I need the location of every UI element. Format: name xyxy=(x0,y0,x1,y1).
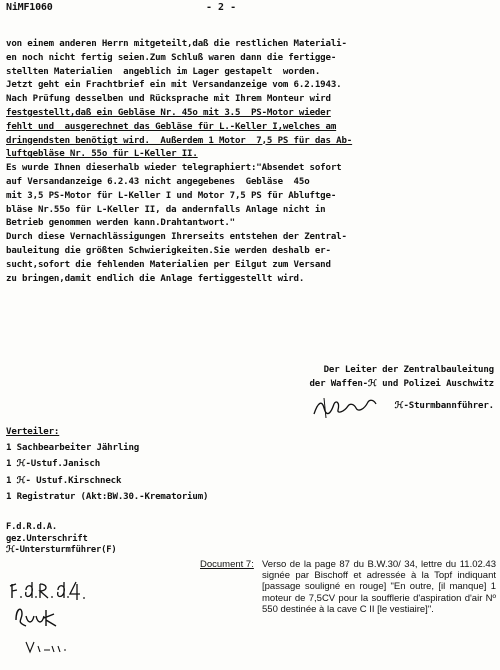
document-header xyxy=(6,2,486,18)
signatory-rank: ℋ-Sturmbannführer. xyxy=(394,400,494,411)
certification-block xyxy=(6,522,206,557)
letter-body xyxy=(6,38,494,286)
signatory-title-line: der Waffen-ℋ und Polizei Auschwitz xyxy=(309,378,494,389)
letter-line: en noch nicht fertig seien.Zum Schluß waren dann die fertigge- xyxy=(6,52,337,63)
letter-line-underlined: festgestellt,daß ein Gebläse Nr. 45o mit 3.5 PS-Motor wieder xyxy=(6,107,331,118)
distribution-item: 1 Registratur (Akt:BW.30.-Krematorium) xyxy=(6,491,209,502)
distribution-item: 1 Sachbearbeiter Jährling xyxy=(6,443,140,454)
letter-line-underlined: luftgebläse Nr. 55o für L-Keller II. xyxy=(6,149,198,160)
letter-line: Betrieb genommen werden kann.Drahtantwort." xyxy=(6,218,235,229)
letter-line: auf Versandanzeige 6.2.43 nicht angegebenes Gebläse 45o xyxy=(6,176,310,187)
letter-line: sucht,sofort die fehlenden Materialien per Eilgut zum Versand xyxy=(6,259,331,270)
letter-line: von einem anderen Herrn mitgeteilt,daß die restlichen Materiali- xyxy=(6,39,347,49)
letter-line: bauleitung die größten Schwierigkeiten.Sie werden deshalb er- xyxy=(6,245,331,256)
letter-line: zu bringen,damit endlich die Anlage fertiggestellt wird. xyxy=(6,273,305,284)
letter-line-underlined: dringendsten benötigt wird. Außerdem 1 Motor 7,5 PS für das Ab- xyxy=(6,135,353,146)
letter-line: Durch diese Vernachlässigungen Ihrerseits entstehen der Zentral- xyxy=(6,232,347,243)
certification-line: ℋ-Untersturmführer(F) xyxy=(6,545,117,555)
letter-line: stellten Materialien angeblich im Lager gestapelt worden. xyxy=(6,66,321,77)
distribution-heading: Verteiler: xyxy=(6,427,60,437)
letter-line: bläse Nr.55o für L-Keller II, da andernfalls Anlage nicht in xyxy=(6,204,326,215)
letter-line: Es wurde Ihnen dieserhalb wieder telegraphiert:"Absendet sofort xyxy=(6,163,342,174)
distribution-item: 1 ℋ-Ustuf.Janisch xyxy=(6,459,101,470)
letter-line-underlined: fehlt und ausgerechnet das Gebläse für L.-Keller I,welches am xyxy=(6,121,337,132)
page-number: - 2 - xyxy=(206,2,237,13)
handwritten-signature xyxy=(310,396,380,420)
caption-text: Verso de la page 87 du B.W.30/ 34, lettre du 11.02.43 signée par Bischoff et adressée à la Topf indiquant [passage souligné en rouge] "En outre, [il manque] 1 moteur de 7,5CV pour la soufflerie d'aspiration d'air Nº 550 destinée à la cave C II [le vestiaire]". xyxy=(262,559,496,615)
letter-line: mit 3,5 PS-Motor für L-Keller I und Motor 7,5 PS für Abluftge- xyxy=(6,190,337,201)
distribution-item: 1 ℋ- Ustuf.Kirschneck xyxy=(6,475,122,486)
certification-line: F.d.R.d.A. xyxy=(6,522,57,532)
signatory-title-line: Der Leiter der Zentralbauleitung xyxy=(323,365,494,375)
letter-line: Nach Prüfung desselben und Rücksprache mit Ihrem Monteur wird xyxy=(6,94,331,105)
letter-line: Jetzt geht ein Frachtbrief ein mit Versandanzeige vom 6.2.1943. xyxy=(6,80,342,91)
distribution-list xyxy=(6,424,306,505)
document-id-stamp: NiMF1060 xyxy=(6,2,53,13)
certification-line: gez.Unterschrift xyxy=(6,533,88,544)
handwritten-annotation xyxy=(6,576,116,668)
caption-label: Document 7: xyxy=(200,559,254,570)
